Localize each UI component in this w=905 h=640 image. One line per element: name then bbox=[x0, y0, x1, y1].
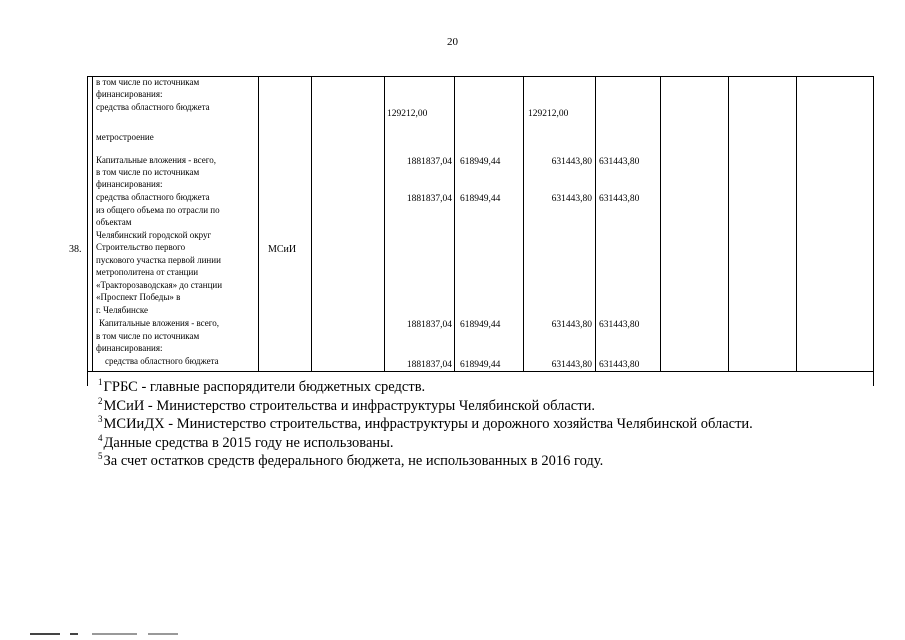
row-desc-line: «Тракторозаводская» до станции bbox=[96, 280, 223, 290]
footnote-mark: 5 bbox=[98, 451, 103, 461]
row-desc-line: финансирования: bbox=[96, 179, 163, 189]
cell-value: 631443,80 bbox=[599, 194, 640, 204]
scan-artifact bbox=[30, 633, 60, 635]
column-divider bbox=[595, 76, 596, 372]
cell-value: 631443,80 bbox=[551, 320, 592, 330]
column-divider bbox=[796, 76, 797, 372]
cell-value: 1881837,04 bbox=[406, 194, 452, 204]
row-desc-line: в том числе по источникам bbox=[96, 331, 200, 341]
footnote-mark: 3 bbox=[98, 414, 103, 424]
table-border-left-inner bbox=[92, 76, 93, 372]
row-desc-line: г. Челябинске bbox=[96, 305, 149, 315]
row-desc-line: средства областного бюджета bbox=[96, 192, 210, 202]
grbs-code: МСиИ bbox=[268, 244, 297, 255]
footnote-mark: 1 bbox=[98, 377, 103, 387]
row-desc-line: из общего объема по отрасли по bbox=[96, 205, 220, 215]
column-divider bbox=[454, 76, 455, 372]
cell-value: 618949,44 bbox=[460, 320, 501, 330]
page-number: 20 bbox=[447, 36, 458, 48]
column-divider bbox=[660, 76, 661, 372]
column-divider bbox=[523, 76, 524, 372]
column-divider bbox=[728, 76, 729, 372]
cell-value: 129212,00 bbox=[387, 109, 428, 119]
cell-value: 631443,80 bbox=[599, 360, 640, 370]
table-border-right bbox=[873, 76, 874, 372]
footnote-text: Данные средства в 2015 году не использованы. bbox=[103, 435, 394, 451]
budget-table bbox=[69, 76, 874, 372]
row-desc-line: метростроение bbox=[96, 132, 154, 142]
row-desc-line: Капитальные вложения - всего, bbox=[96, 155, 216, 165]
cell-value: 631443,80 bbox=[599, 157, 640, 167]
row-desc-line: средства областного бюджета bbox=[105, 356, 219, 366]
cell-value: 631443,80 bbox=[599, 320, 640, 330]
footnote bbox=[98, 447, 603, 470]
cell-value: 631443,80 bbox=[551, 360, 592, 370]
cell-value: 631443,80 bbox=[551, 157, 592, 167]
table-border-stub bbox=[87, 372, 88, 386]
table-border-bottom bbox=[87, 371, 874, 372]
cell-value: 1881837,04 bbox=[406, 360, 452, 370]
column-divider bbox=[258, 76, 259, 372]
table-border-left bbox=[87, 76, 88, 372]
cell-value: 618949,44 bbox=[460, 157, 501, 167]
row-desc-line: «Проспект Победы» в bbox=[96, 292, 181, 302]
cell-value: 129212,00 bbox=[528, 109, 569, 119]
row-desc-line: финансирования: bbox=[96, 89, 163, 99]
scan-artifact bbox=[148, 633, 178, 635]
cell-value: 618949,44 bbox=[460, 194, 501, 204]
footnote-text: МСИиДХ - Министерство строительства, инфраструктуры и дорожного хозяйства Челябинской области. bbox=[103, 416, 753, 432]
footnote-text: ГРБС - главные распорядители бюджетных средств. bbox=[103, 379, 426, 395]
row-desc-line: Строительство первого bbox=[96, 242, 186, 252]
row-desc-line: Челябинский городской округ bbox=[96, 230, 212, 240]
row-desc-line: метрополитена от станции bbox=[96, 267, 199, 277]
scan-artifact bbox=[92, 633, 137, 635]
cell-value: 1881837,04 bbox=[406, 320, 452, 330]
row-desc-line: Капитальные вложения - всего, bbox=[99, 318, 219, 328]
footnote-mark: 2 bbox=[98, 396, 103, 406]
row-desc-line: объектам bbox=[96, 217, 132, 227]
cell-value: 618949,44 bbox=[460, 360, 501, 370]
footnote-text: За счет остатков средств федерального бюджета, не использованных в 2016 году. bbox=[103, 453, 604, 469]
scan-artifact bbox=[70, 633, 78, 635]
table-border-stub bbox=[873, 372, 874, 386]
row-desc-line: пускового участка первой линии bbox=[96, 255, 221, 265]
footnote-text: МСиИ - Министерство строительства и инфраструктуры Челябинской области. bbox=[103, 398, 595, 414]
column-divider bbox=[384, 76, 385, 372]
table-border-top bbox=[87, 76, 874, 77]
row-desc-line: средства областного бюджета bbox=[96, 102, 210, 112]
row-desc-line: в том числе по источникам bbox=[96, 77, 200, 87]
row-desc-line: финансирования: bbox=[96, 343, 163, 353]
column-divider bbox=[311, 76, 312, 372]
cell-value: 631443,80 bbox=[551, 194, 592, 204]
footnote-mark: 4 bbox=[98, 433, 103, 443]
cell-value: 1881837,04 bbox=[406, 157, 452, 167]
item-number: 38. bbox=[69, 244, 82, 255]
row-desc-line: в том числе по источникам bbox=[96, 167, 200, 177]
